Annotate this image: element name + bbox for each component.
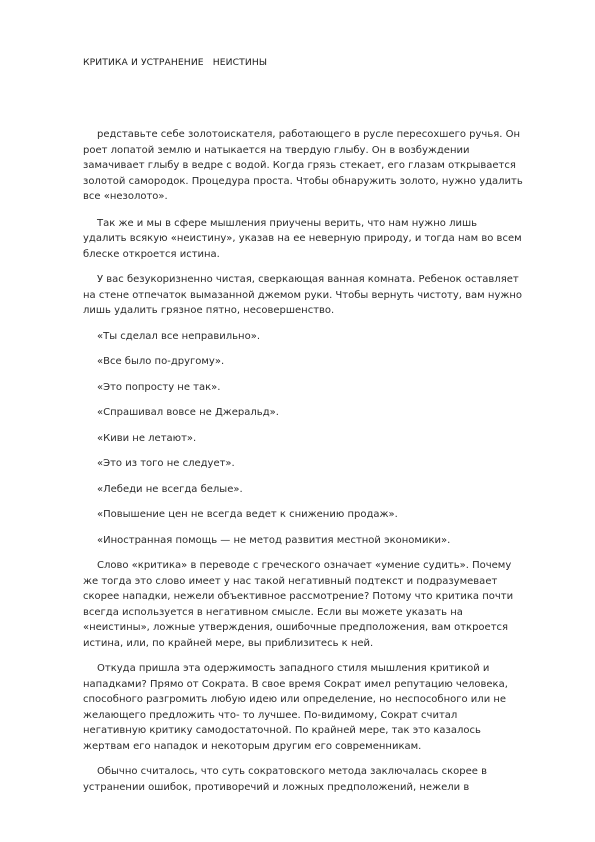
quote-line: «Это из того не следует». [97, 458, 235, 469]
quote-line: «Повышение цен не всегда ведет к снижению продаж». [97, 509, 398, 520]
paragraph-socratic-method: Обычно считалось, что суть сократовского метода заключалась скорее в устранении ошибок, противоречий и ложных предположений, нежели в [83, 766, 487, 793]
quote-line: «Лебеди не всегда белые». [97, 483, 243, 495]
paragraph-criticism-word: Слово «критика» в переводе с греческого означает «умение судить». Почему же тогда это слово имеет у нас такой негативный подтекст и подразумевает скорее нападки, нежели объективное рассмотрение? Потому что критика почти всегда используется в негативном смысле. Если вы можете указать на «неистины», ложные утверждения, ошибочные предположения, вам откроется истина, или, по крайней мере, вы приблизитесь к ней. [83, 560, 514, 649]
document-body [83, 127, 523, 805]
quote-line: «Это попросту не так». [97, 381, 221, 393]
quote-line: «Киви не летают». [97, 432, 197, 444]
document-title: КРИТИКА И УСТРАНЕНИЕ НЕИСТИНЫ [83, 57, 268, 68]
quote-line: «Все было по-другому». [97, 356, 225, 367]
paragraph-untruth: Так же и мы в сфере мышления приучены верить, что нам нужно лишь удалить всякую «неистину», указав на ее неверную природу, и тогда нам во всем блеске откроется истина. [83, 217, 522, 260]
paragraph-gold-digger: редставьте себе золотоискателя, работающего в русле пересохшего ручья. Он роет лопатой землю и натыкается на твердую глыбу. Он в возбуждении замачивает глыбу в ведре с водой. Когда грязь стекает, его глазам открывается золотой самородок. Процедура проста. Чтобы обнаружить золото, нужно удалить все «незолото». [83, 129, 523, 202]
paragraph-socrates: Откуда пришла эта одержимость западного стиля мышления критикой и нападками? Прямо от Сократа. В свое время Сократ имел репутацию человека, способного разгромить любую идею или определение, но неспособного или не желающего предложить что- то лучшее. По-видимому, Сократ считал негативную критику самодостаточной. По крайней мере, так это казалось жертвам его нападок и некоторым другим его современникам. [83, 663, 508, 752]
paragraph-bathroom: У вас безукоризненно чистая, сверкающая ванная комната. Ребенок оставляет на стене отпечаток вымазанной джемом руки. Чтобы вернуть чистоту, вам нужно лишь удалить грязное пятно, несовершенство. [83, 274, 523, 316]
quote-line: «Ты сделал все неправильно». [97, 330, 261, 342]
quote-line: «Спрашивал вовсе не Джеральд». [97, 407, 279, 418]
quote-line: «Иностранная помощь — не метод развития местной экономики». [97, 534, 451, 546]
